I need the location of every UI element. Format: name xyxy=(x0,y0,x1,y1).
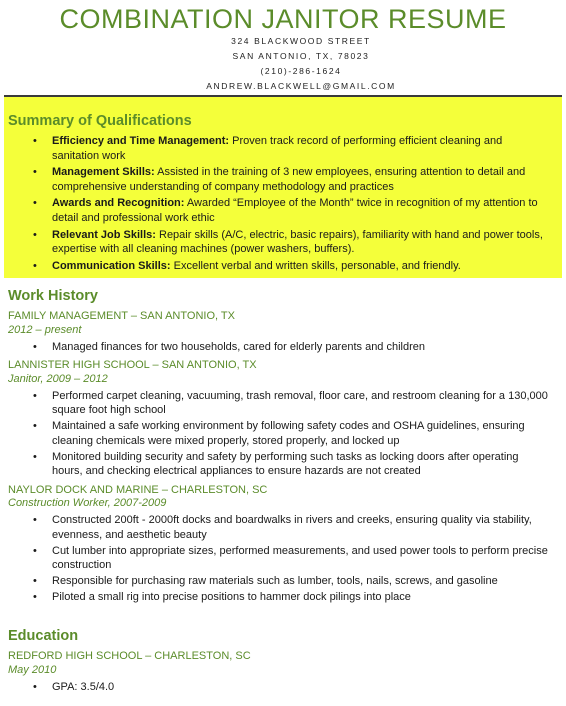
duty-item xyxy=(8,389,562,418)
summary-item-label: Relevant Job Skills: xyxy=(52,228,156,241)
summary-heading: Summary of Qualifications xyxy=(8,113,192,129)
duty-item xyxy=(8,450,562,479)
contact-street: 324 BLACKWOOD STREET xyxy=(231,36,371,46)
bullet-icon: • xyxy=(33,450,37,463)
bullet-icon: • xyxy=(33,591,37,604)
job-employer: LANNISTER HIGH SCHOOL – SAN ANTONIO, TX xyxy=(8,359,257,371)
summary-item-label: Management Skills: xyxy=(52,166,155,179)
bullet-icon: • xyxy=(33,340,37,353)
duty-text: Maintained a safe working environment by following safety codes and OSHA guidelines, ensuring cleaning chemicals were mixed properly, stored properly, and locked up xyxy=(52,420,525,447)
summary-item xyxy=(8,196,562,225)
duty-text: Monitored building security and safety by performing such tasks as locking doors after operating hours, and checking electrical appliances to ensure hazards are not created xyxy=(52,450,519,478)
school-name: REDFORD HIGH SCHOOL – CHARLESTON, SC xyxy=(8,650,251,662)
education-section xyxy=(4,627,562,696)
duty-item xyxy=(8,419,562,448)
summary-item-text: Awarded “Employee of the Month” twice in recognition of my attention to detail and professional work ethic xyxy=(52,197,538,224)
duty-text: Responsible for purchasing raw materials such as lumber, tools, nails, screws, and gasoline xyxy=(52,575,498,588)
summary-item-text: Excellent verbal and written skills, personable, and friendly. xyxy=(173,259,461,272)
job-entry xyxy=(8,359,562,479)
summary-section xyxy=(4,97,562,278)
bullet-icon: • xyxy=(33,680,37,693)
bullet-icon: • xyxy=(33,575,37,588)
summary-item xyxy=(8,165,562,194)
bullet-icon: • xyxy=(33,228,37,241)
bullet-icon: • xyxy=(33,544,37,557)
job-role-dates: Janitor, 2009 – 2012 xyxy=(8,372,108,385)
duty-item xyxy=(8,340,562,355)
duty-item xyxy=(8,590,562,605)
graduation-date: May 2010 xyxy=(8,663,57,676)
summary-list xyxy=(8,134,562,273)
duty-text: Piloted a small rig into precise positions to hammer dock pilings into place xyxy=(52,591,411,604)
bullet-icon: • xyxy=(33,135,37,147)
contact-city: SAN ANTONIO, TX, 78023 xyxy=(232,51,370,61)
education-entry xyxy=(8,650,562,694)
summary-item-label: Communication Skills: xyxy=(52,259,171,272)
bullet-icon: • xyxy=(33,259,37,272)
summary-item-text: Proven track record of performing efficient cleaning and sanitation work xyxy=(52,135,503,162)
bullet-icon: • xyxy=(33,197,37,210)
summary-item xyxy=(8,259,562,274)
job-entry xyxy=(8,310,562,354)
bullet-icon: • xyxy=(33,514,37,527)
duty-item xyxy=(8,513,562,542)
job-employer: NAYLOR DOCK AND MARINE – CHARLESTON, SC xyxy=(8,483,268,496)
education-detail-item xyxy=(8,680,562,695)
job-duties xyxy=(8,513,562,605)
resume-title: COMBINATION JANITOR RESUME xyxy=(59,4,507,34)
education-details xyxy=(8,680,562,695)
summary-item-label: Efficiency and Time Management: xyxy=(52,135,230,147)
education-detail-text: GPA: 3.5/4.0 xyxy=(52,680,115,693)
duty-text: Constructed 200ft - 2000ft docks and boardwalks in rivers and creeks, ensuring quality via stability, evenness, and aesthetic beauty xyxy=(52,514,532,541)
resume-header xyxy=(0,0,566,94)
job-employer: FAMILY MANAGEMENT – SAN ANTONIO, TX xyxy=(8,310,235,322)
work-history-section xyxy=(4,287,562,607)
summary-item xyxy=(8,228,562,257)
job-duties xyxy=(8,389,562,479)
duty-item xyxy=(8,574,562,589)
bullet-icon: • xyxy=(33,166,37,179)
duty-text: Cut lumber into appropriate sizes, performed measurements, and used power tools to perform precise construction xyxy=(52,544,548,572)
duty-item xyxy=(8,544,562,573)
summary-item-text: Assisted in the training of 3 new employees, ensuring attention to detail and comprehensive understanding of company methodology and practices xyxy=(52,166,526,193)
job-entry xyxy=(8,484,562,605)
summary-item-label: Awards and Recognition: xyxy=(52,197,185,210)
job-duties xyxy=(8,340,562,355)
bullet-icon: • xyxy=(33,389,37,402)
bullet-icon: • xyxy=(33,420,37,433)
contact-phone: (210)-286-1624 xyxy=(260,66,342,76)
duty-text: Performed carpet cleaning, vacuuming, trash removal, floor care, and restroom cleaning for a 130,000 square foot high school xyxy=(52,389,548,416)
contact-email: ANDREW.BLACKWELL@GMAIL.COM xyxy=(206,81,396,91)
job-role-dates: 2012 – present xyxy=(8,323,82,336)
summary-item-text: Repair skills (A/C, electric, basic repairs), familiarity with hand and power tools, expertise with all cleaning machines (power washers, buffers). xyxy=(52,228,543,256)
summary-item xyxy=(8,134,562,163)
work-history-heading: Work History xyxy=(8,288,98,304)
job-role-dates: Construction Worker, 2007-2009 xyxy=(8,497,167,510)
duty-text: Managed finances for two households, cared for elderly parents and children xyxy=(52,340,426,353)
education-heading: Education xyxy=(8,628,79,644)
